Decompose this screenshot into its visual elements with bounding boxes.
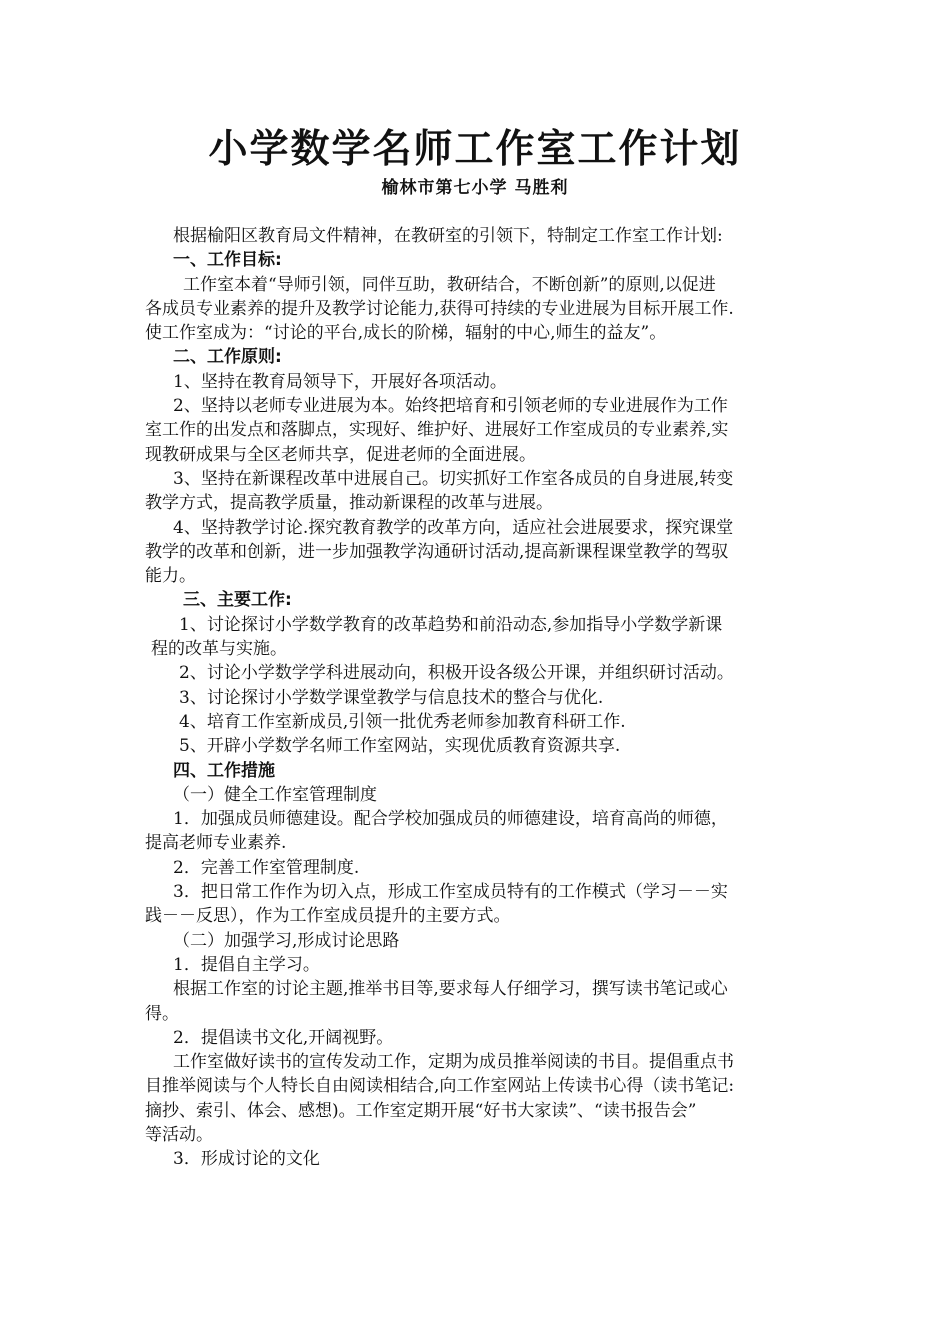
list-item: 3、坚持在新课程改革中进展自己。切实抓好工作室各成员的自身进展,转变: [173, 468, 734, 489]
section-heading-main-work: 三、主要工作:: [183, 590, 292, 611]
paragraph-line: 教学方式，提高教学质量，推动新课程的改革与进展。: [145, 493, 553, 514]
section-heading-measures: 四、工作措施: [173, 760, 275, 781]
list-item: 1、坚持在教育局领导下，开展好各项活动。: [173, 371, 507, 392]
paragraph-line: 各成员专业素养的提升及教学讨论能力,获得可持续的专业进展为目标开展工作.: [145, 298, 734, 319]
list-item: 3．把日常工作作为切入点，形成工作室成员特有的工作模式（学习－－实: [173, 882, 728, 903]
paragraph-line: 得。: [145, 1003, 179, 1024]
paragraph-line: 程的改革与实施。: [151, 639, 287, 660]
paragraph-line: 根据工作室的讨论主题,推举书目等,要求每人仔细学习，撰写读书笔记或心: [173, 979, 728, 1000]
document-author: 榆林市第七小学 马胜利: [381, 178, 569, 198]
list-item: 3．形成讨论的文化: [173, 1149, 320, 1170]
section-heading-principles: 二、工作原则:: [173, 347, 282, 368]
list-item: 2．完善工作室管理制度.: [173, 857, 360, 878]
paragraph-line: 践－－反思），作为工作室成员提升的主要方式。: [145, 906, 511, 927]
list-item: 1．提倡自主学习。: [173, 954, 320, 975]
list-item: 2、讨论小学数学学科进展动向，积极开设各级公开课，并组织研讨活动。: [179, 663, 734, 684]
list-item: 2、坚持以老师专业进展为本。始终把培育和引领老师的专业进展作为工作: [173, 396, 728, 417]
list-item: 4、培育工作室新成员,引领一批优秀老师参加教育科研工作.: [179, 711, 626, 732]
subsection-heading: （一）健全工作室管理制度: [173, 784, 377, 805]
paragraph-line: 工作室做好读书的宣传发动工作，定期为成员推举阅读的书目。提倡重点书: [173, 1052, 734, 1073]
list-item: 1、讨论探讨小学数学教育的改革趋势和前沿动态,参加指导小学数学新课: [179, 614, 723, 635]
list-item: 3、讨论探讨小学数学课堂教学与信息技术的整合与优化.: [179, 687, 604, 708]
paragraph-line: 提高老师专业素养.: [145, 833, 287, 854]
document-title: 小学数学名师工作室工作计划: [208, 127, 742, 172]
paragraph-line: 室工作的出发点和落脚点，实现好、维护好、进展好工作室成员的专业素养,实: [145, 420, 729, 441]
paragraph-line: 现教研成果与全区老师共享，促进老师的全面进展。: [145, 444, 536, 465]
paragraph-line: 能力。: [145, 566, 196, 587]
subsection-heading: （二）加强学习,形成讨论思路: [173, 930, 400, 951]
list-item: 5、开辟小学数学名师工作室网站，实现优质教育资源共享.: [179, 736, 621, 757]
intro-paragraph: 根据榆阳区教育局文件精神，在教研室的引领下，特制定工作室工作计划:: [173, 226, 723, 246]
paragraph-line: 目推举阅读与个人特长自由阅读相结合,向工作室网站上传读书心得（读书笔记:: [145, 1076, 735, 1097]
paragraph-line: 使工作室成为：“讨论的平台,成长的阶梯，辐射的中心,师生的益友”。: [145, 323, 667, 344]
paragraph-line: 等活动。: [145, 1124, 213, 1145]
list-item: 4、坚持教学讨论.探究教育教学的改革方向，适应社会进展要求，探究课堂: [173, 517, 734, 538]
list-item: 2．提倡读书文化,开阔视野。: [173, 1027, 394, 1048]
document-body: [145, 224, 810, 1172]
list-item: 1．加强成员师德建设。配合学校加强成员的师德建设，培育高尚的师德，: [173, 809, 728, 830]
paragraph-line: 摘抄、索引、体会、感想)。工作室定期开展“好书大家读”、“读书报告会”: [145, 1100, 697, 1121]
section-heading-goals: 一、工作目标:: [173, 250, 282, 271]
paragraph-line: 工作室本着“导师引领，同伴互助，教研结合，不断创新”的原则,以促进: [183, 274, 716, 295]
paragraph-line: 教学的改革和创新，进一步加强教学沟通研讨活动,提高新课程课堂教学的驾驭: [145, 541, 729, 562]
